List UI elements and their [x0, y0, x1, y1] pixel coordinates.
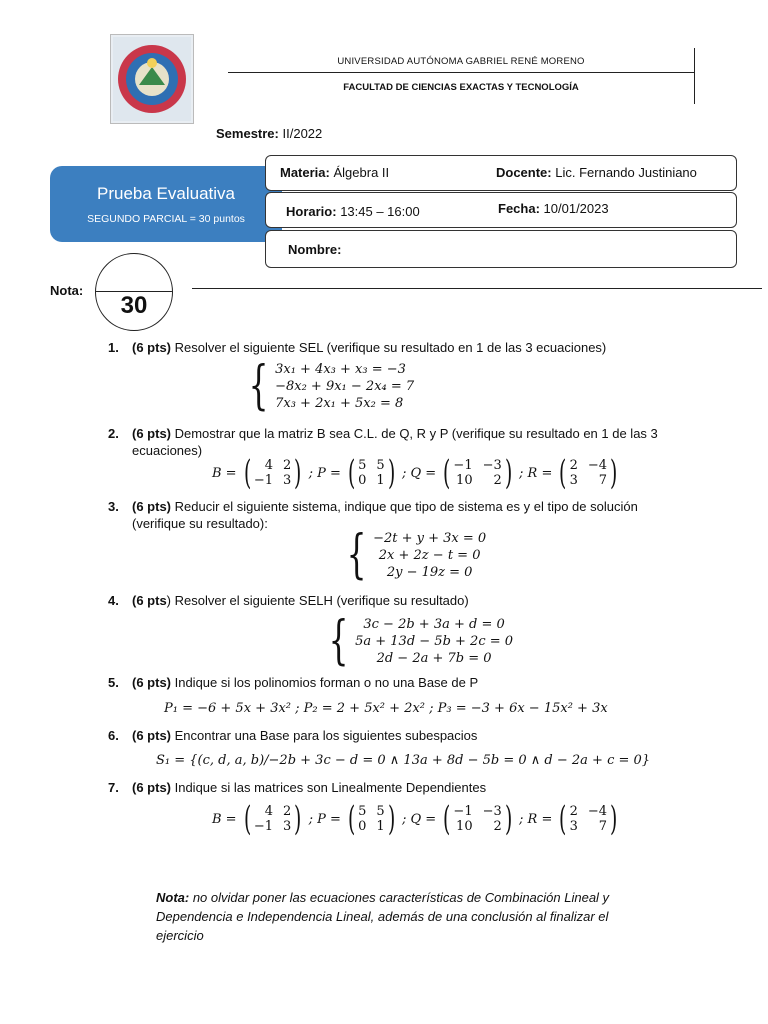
matrix-cell: 3 [569, 473, 578, 488]
horario-label: Horario: [286, 204, 337, 219]
matrix-name: ; Q = [401, 465, 437, 481]
matrix-cell: −1 [253, 473, 274, 488]
question-text: ) Resolver el siguiente SELH (verifique su resultado) [166, 593, 469, 608]
docente-field [496, 165, 697, 180]
horario-value: 13:45 – 16:00 [340, 204, 420, 219]
equation: 2y − 19z = 0 [386, 564, 473, 580]
nota-underline [192, 288, 762, 289]
footer-note [156, 888, 656, 945]
exam-title: Prueba Evaluativa [97, 184, 235, 203]
exam-title-panel [50, 166, 282, 242]
equation: 2d − 2a + 7b = 0 [376, 650, 492, 666]
matrix-cell: 1 [376, 819, 385, 834]
matrix-cell: 1 [376, 473, 385, 488]
equation: 7x₃ + 2x₁ + 5x₂ = 8 [275, 395, 404, 411]
subspace-formula: S₁ = {(c, d, a, b)/−2b + 3c − d = 0 ∧ 13a + 8d − 5b = 0 ∧ d − 2a + c = 0} [156, 753, 651, 768]
matrix-cell: −1 [453, 804, 473, 819]
nota-label: Nota: [50, 283, 84, 298]
question-text: Indique si los polinomios forman o no una Base de P [171, 675, 479, 690]
matrix-cell: 5 [358, 458, 367, 473]
semester-line [216, 126, 322, 141]
matrix-cell: 5 [358, 804, 367, 819]
matrix-cell: 2 [493, 473, 502, 488]
matrix-name: ; R = [519, 465, 553, 481]
info-box-nombre [265, 230, 737, 268]
fecha-value: 10/01/2023 [543, 201, 609, 216]
matrix-cell: 2 [569, 458, 578, 473]
semester-value: II/2022 [282, 126, 323, 141]
question-points: (6 pts) [132, 499, 171, 514]
university-seal-icon [113, 37, 191, 121]
question-text: Indique si las matrices son Linealmente Dependientes [171, 780, 487, 795]
matrix-cell: 4 [264, 804, 274, 819]
equation: 2x + 2z − t = 0 [378, 547, 481, 563]
question-text: Encontrar una Base para los siguientes subespacios [171, 728, 478, 743]
question-text: Reducir el siguiente sistema, indique que tipo de sistema es y el tipo de solución (verifique su resultado): [132, 499, 638, 531]
question-points: (6 pts) [132, 426, 171, 441]
matrix-cell: −3 [482, 458, 502, 473]
university-name: UNIVERSIDAD AUTÓNOMA GABRIEL RENÉ MORENO [337, 56, 585, 67]
question-points: (6 pts) [132, 675, 171, 690]
equation-system-3 [340, 525, 487, 585]
matrix-cell: 5 [376, 458, 385, 473]
matrix-name: ; R = [519, 811, 553, 827]
brace-icon: { [328, 611, 349, 671]
equation-system-1 [242, 356, 415, 416]
question-7 [108, 779, 668, 796]
question-points: (6 pts) [132, 728, 171, 743]
score-circle [95, 253, 173, 331]
question-1 [108, 339, 668, 356]
question-number: 2. [108, 426, 119, 441]
docente-value: Lic. Fernando Justiniano [555, 165, 697, 180]
question-4 [108, 592, 668, 609]
fecha-label: Fecha: [498, 201, 540, 216]
matrix-cell: 0 [358, 473, 367, 488]
header-vertical-divider [694, 48, 695, 104]
question-5 [108, 674, 668, 691]
equation: −2t + y + 3x = 0 [373, 530, 487, 546]
matrix-name: B = [212, 811, 237, 827]
brace-icon: { [248, 356, 269, 416]
info-box-horario [265, 192, 737, 228]
matrices-row-q2: B = ( 4 2 −1 3 ) ; P = ( 5 5 0 1 ) ; Q = ( −1 −3 10 2 ) ; R = ( 2 −4 3 7 ) [212, 453, 618, 493]
equation: 5a + 13d − 5b + 2c = 0 [355, 633, 514, 649]
question-number: 1. [108, 340, 119, 355]
equation: 3c − 2b + 3a + d = 0 [363, 616, 505, 632]
matrix-cell: −1 [453, 458, 473, 473]
nombre-label: Nombre: [288, 242, 342, 257]
question-points: (6 pts) [132, 780, 171, 795]
materia-value: Álgebra II [333, 165, 390, 180]
matrix-cell: 3 [569, 819, 578, 834]
matrix-cell: 4 [264, 458, 274, 473]
matrix-cell: 2 [569, 804, 578, 819]
nombre-field [288, 242, 341, 257]
info-box-materia [265, 155, 737, 191]
note-text: no olvidar poner las ecuaciones características de Combinación Lineal y Dependencia e Independencia Lineal, además de una conclusión al finalizar el ejercicio [156, 890, 610, 943]
note-label: Nota: [156, 890, 190, 905]
matrix-cell: −3 [482, 804, 502, 819]
equation-system-4 [322, 611, 514, 671]
matrix-name: ; P = [308, 465, 341, 481]
question-text: Demostrar que la matriz B sea C.L. de Q, R y P (verifique su resultado en 1 de las 3 ecuaciones) [132, 426, 658, 458]
exam-subtitle: SEGUNDO PARCIAL = 30 puntos [87, 213, 245, 225]
matrix-name: ; P = [308, 811, 341, 827]
question-number: 4. [108, 593, 119, 608]
matrix-name: ; Q = [401, 811, 437, 827]
matrix-cell: −4 [587, 458, 608, 473]
matrix-cell: 10 [456, 819, 473, 834]
matrices-row-q7: B = ( 4 2 −1 3 ) ; P = ( 5 5 0 1 ) ; Q = ( −1 −3 10 2 ) ; R = ( 2 −4 3 7 ) [212, 799, 618, 839]
docente-label: Docente: [496, 165, 552, 180]
question-number: 6. [108, 728, 119, 743]
question-points: (6 pts) [132, 340, 171, 355]
semester-label: Semestre: [216, 126, 279, 141]
equation: 3x₁ + 4x₃ + x₃ = −3 [275, 361, 406, 377]
question-6 [108, 727, 668, 744]
materia-label: Materia: [280, 165, 330, 180]
matrix-cell: 10 [456, 473, 473, 488]
matrix-cell: 3 [283, 473, 292, 488]
score-value: 30 [120, 292, 148, 319]
polynomials-formula: P₁ = −6 + 5x + 3x² ; P₂ = 2 + 5x² + 2x² ; P₃ = −3 + 6x − 15x² + 3x [164, 701, 608, 716]
question-number: 5. [108, 675, 119, 690]
matrix-cell: 3 [283, 819, 292, 834]
matrix-cell: −4 [587, 804, 608, 819]
matrix-cell: 2 [283, 458, 292, 473]
question-3 [108, 498, 668, 532]
question-points: (6 pts [132, 593, 167, 608]
faculty-name: FACULTAD DE CIENCIAS EXACTAS Y TECNOLOGÍA [343, 82, 579, 93]
matrix-cell: 5 [376, 804, 385, 819]
matrix-cell: 2 [283, 804, 292, 819]
matrix-cell: 0 [358, 819, 367, 834]
fecha-field [498, 201, 609, 216]
university-logo [110, 34, 194, 124]
question-number: 7. [108, 780, 119, 795]
matrix-cell: 7 [598, 819, 608, 834]
question-text: Resolver el siguiente SEL (verifique su resultado en 1 de las 3 ecuaciones) [171, 340, 607, 355]
question-number: 3. [108, 499, 119, 514]
header-divider [228, 72, 694, 73]
equation: −8x₂ + 9x₁ − 2x₄ = 7 [275, 378, 415, 394]
materia-field [280, 165, 389, 180]
horario-field [286, 204, 420, 219]
brace-icon: { [346, 525, 367, 585]
matrix-cell: 7 [598, 473, 608, 488]
matrix-cell: 2 [493, 819, 502, 834]
matrix-cell: −1 [253, 819, 274, 834]
matrix-name: B = [212, 465, 237, 481]
